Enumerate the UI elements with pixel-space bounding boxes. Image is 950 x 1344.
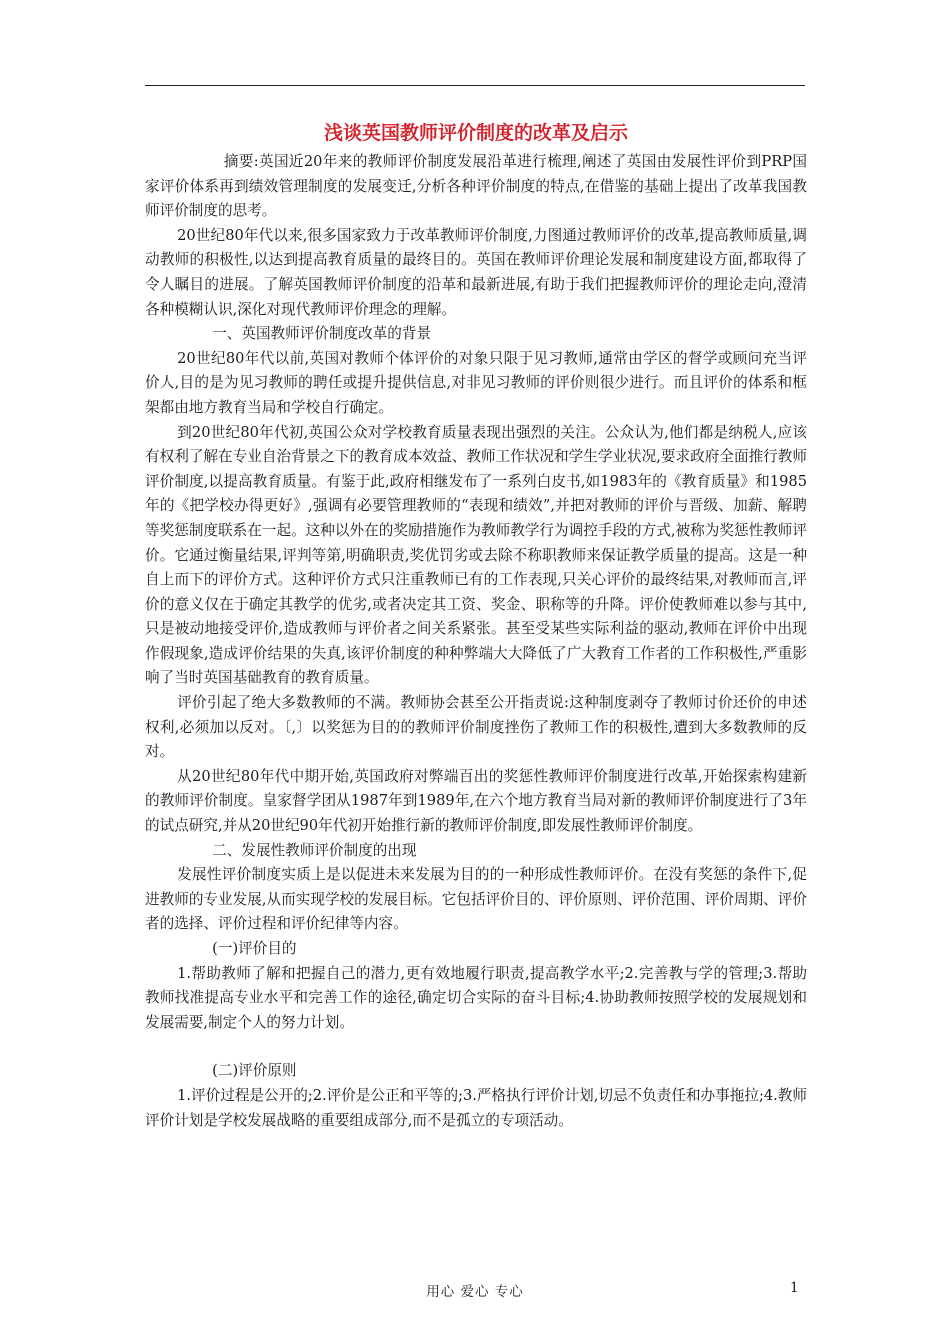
body-paragraph: 发展性评价制度实质上是以促进未来发展为目的的一种形成性教师评价。在没有奖惩的条件下,促进教师的专业发展,从而实现学校的发展目标。它包括评价目的、评价原则、评价范围、评价周期、评价者的选择、评价过程和评价纪律等内容。 <box>145 866 807 933</box>
subsection-heading: (二)评价原则 <box>212 1062 297 1080</box>
body-paragraph: 20世纪80年代以来,很多国家致力于改革教师评价制度,力图通过教师评价的改革,提高教师质量,调动教师的积极性,以达到提高教育质量的最终目的。英国在教师评价理论发展和制度建设方面,都取得了令人瞩目的进展。了解英国教师评价制度的沿革和最新进展,有助于我们把握教师评价的理论走向,澄清各种模糊认识,深化对现代教师评价理念的理解。 <box>145 226 807 318</box>
body-paragraph: 20世纪80年代以前,英国对教师个体评价的对象只限于见习教师,通常由学区的督学或顾问充当评价人,目的是为见习教师的聘任或提升提供信息,对非见习教师的评价则很少进行。而且评价的体系和框架都由地方教育当局和学校自行确定。 <box>145 349 807 416</box>
header-rule <box>145 85 805 86</box>
footer-motto: 用心 爱心 专心 <box>426 1284 524 1300</box>
body-paragraph: 1.评价过程是公开的;2.评价是公正和平等的;3.严格执行评价计划,切忌不负责任和办事拖拉;4.教师评价计划是学校发展战略的重要组成部分,而不是孤立的专项活动。 <box>145 1086 807 1129</box>
document-title: 浅谈英国教师评价制度的改革及启示 <box>323 122 628 144</box>
document-body <box>145 118 807 1133</box>
body-paragraph: 1.帮助教师了解和把握自己的潜力,更有效地履行职责,提高教学水平;2.完善教与学的管理;3.帮助教师找准提高专业水平和完善工作的途径,确定切合实际的奋斗目标;4.协助教师按照学校的发展规划和发展需要,制定个人的努力计划。 <box>145 964 807 1031</box>
body-paragraph: 从20世纪80年代中期开始,英国政府对弊端百出的奖惩性教师评价制度进行改革,开始探索构建新的教师评价制度。皇家督学团从1987年到1989年,在六个地方教育当局对新的教师评价制度进行了3年的试点研究,并从20世纪90年代初开始推行新的教师评价制度,即发展性教师评价制度。 <box>145 767 807 835</box>
body-paragraph: 到20世纪80年代初,英国公众对学校教育质量表现出强烈的关注。公众认为,他们都是纳税人,应该有权利了解在专业自治背景之下的教育成本效益、教师工作状况和学生学业状况,要求政府全面推行教师评价制度,以提高教育质量。有鉴于此,政府相继发布了一系列白皮书,如1983年的《教育质量》和1985年的《把学校办得更好》,强调有必要管理教师的“表现和绩效”,并把对教师的评价与晋级、加薪、解聘等奖惩制度联系在一起。这种以外在的奖励措施作为教师教学行为调控手段的方式,被称为奖惩性教师评价。它通过衡量结果,评判等第,明确职责,奖优罚劣或去除不称职教师来保证教学质量的提高。这是一种自上而下的评价方式。这种评价方式只注重教师已有的工作表现,只关心评价的最终结果,对教师而言,评价的意义仅在于确定其教学的优劣,或者决定其工资、奖金、职称等的升降。评价使教师难以参与其中,只是被动地接受评价,造成教师与评价者之间关系紧张。甚至受某些实际利益的驱动,教师在评价中出现作假现象,造成评价结果的失真,该评价制度的种种弊端大大降低了广大教育工作者的工作积极性,严重影响了当时英国基础教育的教育质量。 <box>145 423 807 687</box>
section-heading: 一、英国教师评价制度改革的背景 <box>212 325 432 343</box>
body-paragraph: 评价引起了绝大多数教师的不满。教师协会甚至公开指责说:这种制度剥夺了教师讨价还价的申述权利,必须加以反对。〔,〕以奖惩为目的的教师评价制度挫伤了教师工作的积极性,遭到大多数教师的反对。 <box>145 694 807 761</box>
section-heading: 二、发展性教师评价制度的出现 <box>212 841 417 859</box>
page-number: 1 <box>790 1280 799 1296</box>
abstract-paragraph: 摘要:英国近20年来的教师评价制度发展沿革进行梳理,阐述了英国由发展性评价到PRP国家评价体系再到绩效管理制度的发展变迁,分析各种评价制度的特点,在借鉴的基础上提出了改革我国教师评价制度的思考。 <box>145 153 807 220</box>
subsection-heading: (一)评价目的 <box>212 940 297 957</box>
